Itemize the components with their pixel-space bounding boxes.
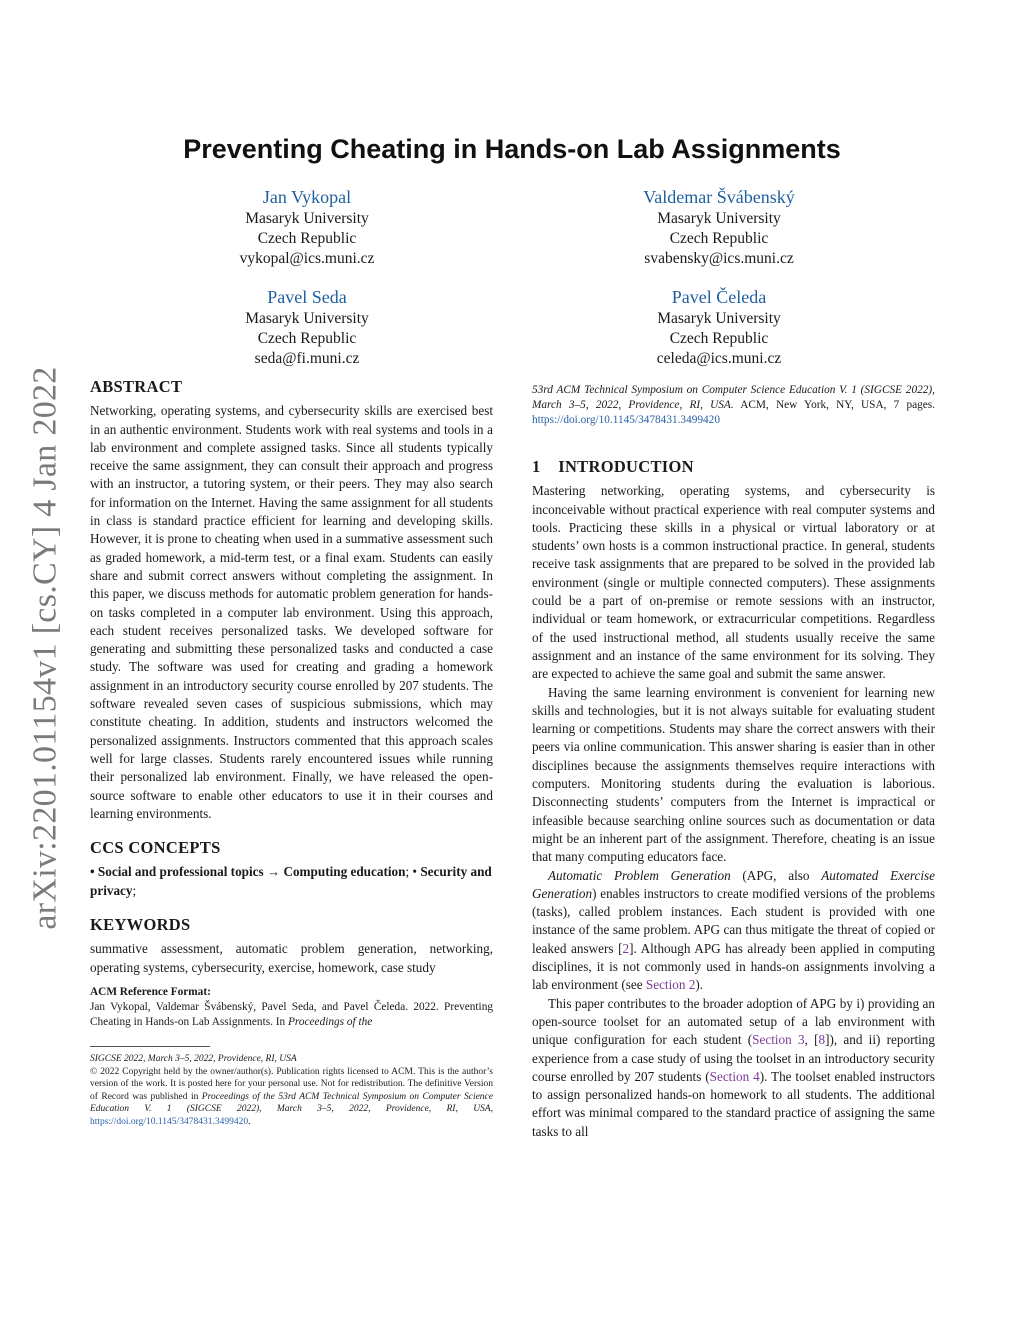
acm-ref-text	[90, 1000, 493, 1030]
acm-ref-doi-link[interactable]: https://doi.org/10.1145/3478431.3499420	[532, 414, 720, 426]
abstract-text: Networking, operating systems, and cybersecurity skills are exercised best in an authentic environment. Students work with real systems and tools in a lab environment and complete assigned tasks. Since all students typically receive the same assignment, they can consult their approach and progress with an instructor, a tutoring system, or their peers. They may also search for information on the Internet. Having the same assignment for all students in class is standard practice efficient for learning and developing skills. However, it is prone to cheating when used in a summative assessment such as graded homework, a mid-term test, or a final exam. Students can easily share and submit correct answers without completing the assignment. In this paper, we discuss methods for automatic problem generation for hands-on tasks completed in a computer lab environment. Using this approach, each student receives personalized tasks. We developed software for generating and submitting these personalized tasks and conducted a case study. The software was used for creating and grading a homework assignment in an introductory security course enrolled by 207 students. The software revealed seven cases of suspicious submissions, which may constitute cheating. In addition, students and instructors welcomed the personalized assignments. Instructors commented that this approach scales well for large classes. Students rarely encountered issues while running their personalized lab environment. Finally, we have released the open-source software to enable other educators to use it in their courses and learning environments.	[90, 403, 493, 821]
keywords-heading: KEYWORDS	[90, 915, 191, 935]
arxiv-id: arXiv:2201.01154v1 [cs.CY] 4 Jan 2022	[27, 366, 64, 930]
author-email: celeda@ics.muni.cz	[656, 350, 782, 367]
ccs-item: Social and professional topics	[97, 864, 264, 880]
intro-paragraph: Automatic Problem Generation (APG, also Automated Exercise Generation) enables instructors to create modified versions of the problems (tasks), called problem instances. Each student is provided with one instance of the same problem. APG can thus mitigate the threat of copied or leaked answers [2]. Although APG has already been applied in computing disciplines, it is not commonly used in hands-on assignments involving a lab environment (see Section 2).	[532, 867, 935, 993]
acm-ref-body: Jan Vykopal, Valdemar Švábenský, Pavel Seda, and Pavel Čeleda. 2022. Preventing Cheating in Hands-on Lab Assignments. In	[90, 1000, 493, 1028]
ccs-separator: ; •	[405, 864, 418, 880]
footnote-rule	[90, 1046, 210, 1047]
author-affiliation: Masaryk University	[657, 210, 781, 227]
footnote-doi-link[interactable]: https://doi.org/10.1145/3478431.3499420	[90, 1116, 249, 1127]
ccs-item: Computing education	[283, 864, 406, 880]
left-column	[90, 378, 493, 1128]
section-link[interactable]: Section 2	[645, 977, 696, 993]
acm-ref-heading: ACM Reference Format:	[90, 985, 211, 998]
abstract-heading: ABSTRACT	[90, 377, 183, 396]
intro-paragraph: Having the same learning environment is convenient for learning new skills and technologies, but it is not always suitable for evaluating student learning or competitions. Students may share the correct answers with their peers via online communication. This answer sharing is easier than in other disciplines because the assignments themselves require interactions with computers. Monitoring students during the evaluation is laborious. Disconnecting students’ computers from the Internet is impractical or infeasible because searching online sources such as documentation or data might be an inherent part of the assignment. Therefore, cheating is an issue that many computing educators face.	[532, 684, 935, 865]
author-block	[157, 185, 457, 269]
paper-title: Preventing Cheating in Hands-on Lab Assignments	[183, 134, 841, 164]
ccs-heading: CCS CONCEPTS	[90, 838, 221, 858]
author-email: vykopal@ics.muni.cz	[239, 250, 375, 267]
keywords-text: summative assessment, automatic problem generation, networking, operating systems, cybersecurity, exercise, homework, case study	[90, 941, 493, 975]
section-link[interactable]: Section 4	[709, 1068, 760, 1084]
author-name[interactable]: Jan Vykopal	[262, 187, 352, 207]
intro-paragraph: Mastering networking, operating systems, and cybersecurity is inconceivable without practical experience with real computer systems and tools. Practicing these skills in a physical or virtual laboratory or at students’ own hosts is a common instructional practice. In general, students receive task assignments that are prepared to be solved in the provided lab environment (single or multiple connected computers). These assignments could be a part of on-premise or remote sessions with an instructor, individual or team homework, or extracurricular competitions. Regardless of the used instructional method, all students usually receive the same assignment and an instance of the same environment for its solving. They are expected to achieve the same goal and submit the same answer.	[532, 483, 935, 682]
author-block	[157, 285, 457, 369]
ccs-arrow: →	[266, 864, 281, 880]
intro-heading: 1 INTRODUCTION	[532, 457, 694, 476]
arxiv-sidebar-stamp	[16, 368, 76, 928]
author-name[interactable]: Valdemar Švábenský	[643, 187, 795, 207]
author-country: Czech Republic	[669, 330, 769, 347]
author-affiliation: Masaryk University	[245, 310, 369, 327]
author-affiliation: Masaryk University	[657, 310, 781, 327]
author-country: Czech Republic	[669, 230, 769, 247]
author-email: seda@fi.muni.cz	[254, 350, 360, 367]
author-name[interactable]: Pavel Seda	[267, 287, 347, 307]
author-email: svabensky@ics.muni.cz	[644, 250, 794, 267]
intro-paragraph: This paper contributes to the broader adoption of APG by i) providing an open-source toolset for an automated setup of a lab environment with unique configuration for each student (Section 3, [8]), and ii) reporting experience from a case study of using the toolset in an introductory security course enrolled by 207 students (Section 4). The toolset enabled instructors to assign personalized hands-on homework to all students. The additional effort was minimal compared to the standard practice of assigning the same tasks to all	[532, 995, 936, 1139]
ccs-item: Security and privacy	[90, 864, 492, 898]
ccs-bullet: •	[90, 864, 95, 880]
author-country: Czech Republic	[257, 330, 357, 347]
section-link[interactable]: Section 3	[752, 1032, 805, 1048]
citation-link[interactable]: 8	[818, 1032, 826, 1048]
author-block	[569, 185, 869, 269]
right-column	[532, 383, 935, 1141]
ccs-concepts	[90, 863, 493, 900]
ccs-end: ;	[132, 882, 137, 898]
footnote-copyright: © 2022 Copyright held by the owner/author(s). Publication rights licensed to ACM. This is the author’s version of the work. It is posted here for your personal use. Not for redistribution. The definitive Version of Record was published in Proceedings of the 53rd ACM Technical Symposium on Computer Science Education V. 1 (SIGCSE 2022), March 3–5, 2022, Providence, RI, USA, https://doi.org/10.1145/3478431.3499420.	[90, 1066, 493, 1127]
author-name[interactable]: Pavel Čeleda	[671, 287, 767, 307]
acm-ref-continuation: 53rd ACM Technical Symposium on Computer Science Education V. 1 (SIGCSE 2022), March 3–5, 2022, Providence, RI, USA. ACM, New York, NY, USA, 7 pages. https://doi.org/10.1145/3478431.3499420	[532, 384, 935, 426]
author-country: Czech Republic	[257, 230, 357, 247]
footnote-venue: SIGCSE 2022, March 3–5, 2022, Providence, RI, USA	[90, 1053, 297, 1064]
citation-link[interactable]: 2	[622, 940, 630, 956]
author-affiliation: Masaryk University	[245, 210, 369, 227]
author-block	[569, 285, 869, 369]
acm-ref-proceedings: Proceedings of the	[288, 1015, 373, 1028]
